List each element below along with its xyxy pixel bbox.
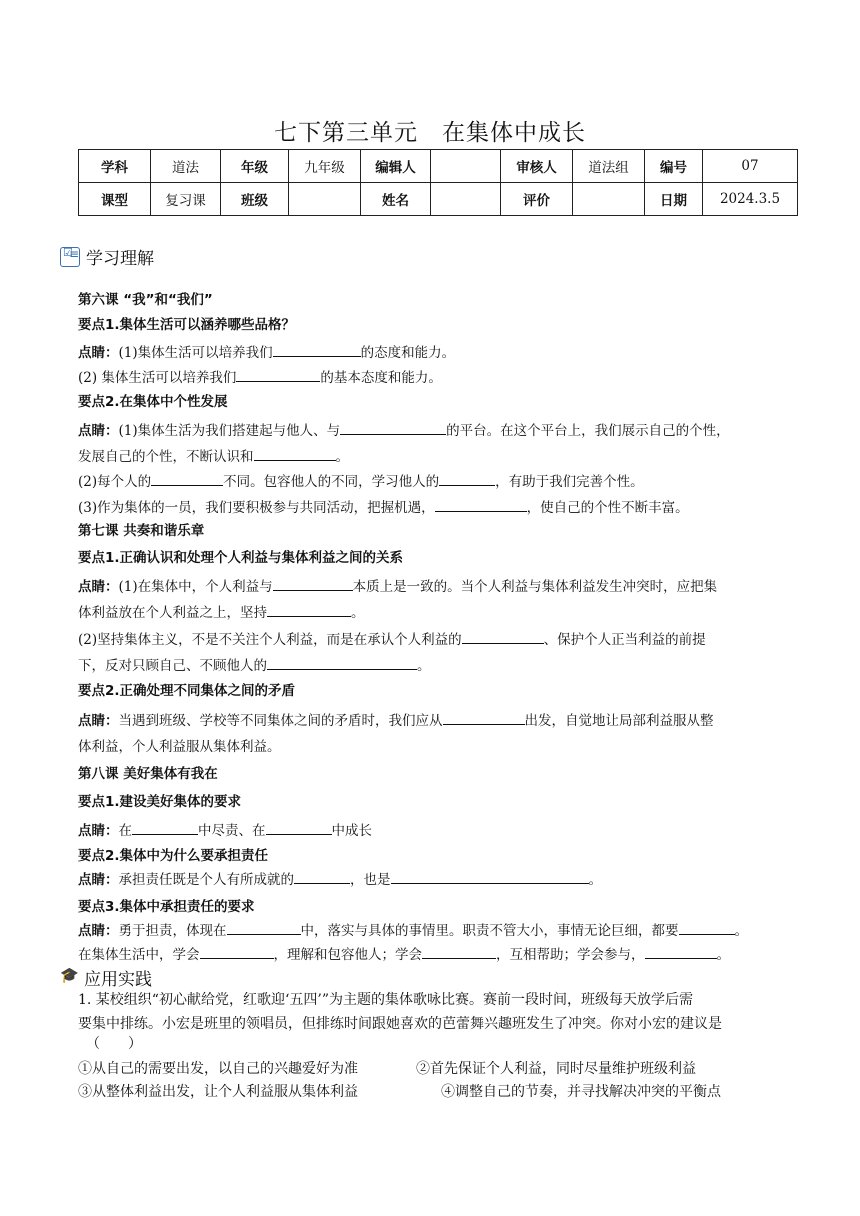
cell — [431, 183, 501, 216]
cell: 审核人 — [501, 150, 573, 183]
blank — [227, 920, 301, 935]
point-heading: 要点2.在集体中个性发展 — [78, 394, 228, 410]
blank — [340, 420, 446, 435]
blank — [267, 655, 417, 670]
text-line: 体利益，个人利益服从集体利益。 — [78, 739, 281, 755]
cell: 编辑人 — [361, 150, 431, 183]
blank — [435, 497, 527, 512]
text-line: (2) 集体生活可以培养我们 的基本态度和能力。 — [78, 367, 790, 388]
text-line: (3)作为集体的一员，我们要积极参与共同活动，把握机遇， ，使自己的个性不断丰富。 — [78, 497, 790, 518]
point-heading: 要点2.集体中为什么要承担责任 — [78, 848, 269, 864]
point-heading: 要点3.集体中承担责任的要求 — [78, 899, 255, 915]
answer-bracket: （ ） — [86, 1036, 142, 1052]
option-4: ④调整自己的节奏，并寻找解决冲突的平衡点 — [441, 1084, 721, 1100]
point-heading: 要点2.正确处理不同集体之间的矛盾 — [78, 683, 296, 699]
cell: 姓名 — [361, 183, 431, 216]
cell: 编号 — [645, 150, 703, 183]
lesson-heading: 第六课 “我”和“我们” — [78, 292, 213, 308]
question-text: 1. 某校组织“初心献给党，红歌迎‘五四’”为主题的集体歌咏比赛。赛前一段时间，班级每天放学后需 — [78, 992, 694, 1008]
question-text: 要集中排练。小宏是班里的领唱员，但排练时间跟她喜欢的芭蕾舞兴趣班发生了冲突。你对小宏的建议是 — [78, 1016, 722, 1032]
option-1: ①从自己的需要出发，以自己的兴趣爱好为准 — [78, 1061, 358, 1077]
text-line: (2)每个人的 不同。包容他人的不同，学习他人的 ，有助于我们完善个性。 — [78, 471, 790, 492]
text-line: 在集体生活中，学会 ，理解和包容他人；学会 ，互相帮助；学会参与， 。 — [78, 944, 790, 965]
blank — [422, 944, 496, 959]
option-2: ②首先保证个人利益，同时尽量维护班级利益 — [416, 1061, 696, 1077]
lesson-heading: 第七课 共奏和谐乐章 — [78, 523, 205, 539]
text-line: 下，反对只顾自己、不顾他人的 。 — [78, 655, 790, 676]
blank — [439, 471, 495, 486]
text-line: 点睛：(1)集体生活为我们搭建起与他人、与 的平台。在这个平台上，我们展示自己的个性， — [78, 420, 790, 441]
text-line: 点睛：承担责任既是个人有所成就的 ，也是 。 — [78, 869, 790, 890]
blank — [273, 576, 353, 591]
cell: 复习课 — [151, 183, 221, 216]
cell: 课型 — [79, 183, 151, 216]
blank — [267, 602, 351, 617]
cell: 评价 — [501, 183, 573, 216]
cell: 日期 — [645, 183, 703, 216]
cell: 07 — [703, 150, 798, 183]
section-heading-learn — [60, 244, 154, 269]
blank — [254, 446, 336, 461]
text-line: 点睛：(1)集体生活可以培养我们 的态度和能力。 — [78, 342, 790, 363]
cell: 年级 — [221, 150, 289, 183]
blank — [236, 367, 320, 382]
cell: 道法组 — [573, 150, 645, 183]
option-3: ③从整体利益出发，让个人利益服从集体利益 — [78, 1084, 358, 1100]
blank — [679, 920, 735, 935]
blank — [273, 342, 361, 357]
point-heading: 要点1.正确认识和处理个人利益与集体利益之间的关系 — [78, 550, 404, 566]
blank — [266, 820, 332, 835]
blank — [462, 629, 544, 644]
header-table — [78, 149, 798, 216]
page-title: 七下第三单元 在集体中成长 — [274, 120, 586, 146]
text-line: 点睛：勇于担责，体现在 中，落实与具体的事情里。职责不管大小，事情无论巨细，都要 。 — [78, 920, 790, 941]
graduation-cap-icon — [60, 968, 82, 988]
cell — [573, 183, 645, 216]
header-row-1 — [79, 150, 798, 183]
blank — [151, 471, 223, 486]
blank — [200, 944, 274, 959]
text-line: 点睛：(1)在集体中，个人利益与 本质上是一致的。当个人利益与集体利益发生冲突时，应把集 — [78, 576, 790, 597]
blank — [443, 710, 525, 725]
cell: 道法 — [151, 150, 221, 183]
text-line: (2)坚持集体主义，不是不关注个人利益，而是在承认个人利益的 、保护个人正当利益的前提 — [78, 629, 790, 650]
text-line: 点睛：当遇到班级、学校等不同集体之间的矛盾时，我们应从 出发，自觉地让局部利益服从整 — [78, 710, 790, 731]
point-heading: 要点1.建设美好集体的要求 — [78, 794, 242, 810]
cell: 学科 — [79, 150, 151, 183]
cell: 班级 — [221, 183, 289, 216]
cell — [289, 183, 361, 216]
checklist-icon — [60, 247, 80, 267]
lesson-heading: 第八课 美好集体有我在 — [78, 766, 218, 782]
text-line: 点睛：在 中尽责、在 中成长 — [78, 820, 790, 841]
section-label: 学习理解 — [86, 249, 154, 269]
section-label: 应用实践 — [84, 970, 152, 990]
point-heading: 要点1.集体生活可以涵养哪些品格？ — [78, 317, 296, 333]
blank — [391, 869, 589, 884]
text-line: 体利益放在个人利益之上，坚持 。 — [78, 602, 790, 623]
blank — [294, 869, 350, 884]
text-line: 发展自己的个性，不断认识和 。 — [78, 446, 790, 467]
cell — [431, 150, 501, 183]
blank — [132, 820, 198, 835]
blank — [645, 944, 717, 959]
section-heading-practice — [60, 965, 152, 990]
header-row-2 — [79, 183, 798, 216]
cell: 2024.3.5 — [703, 183, 798, 216]
cell: 九年级 — [289, 150, 361, 183]
